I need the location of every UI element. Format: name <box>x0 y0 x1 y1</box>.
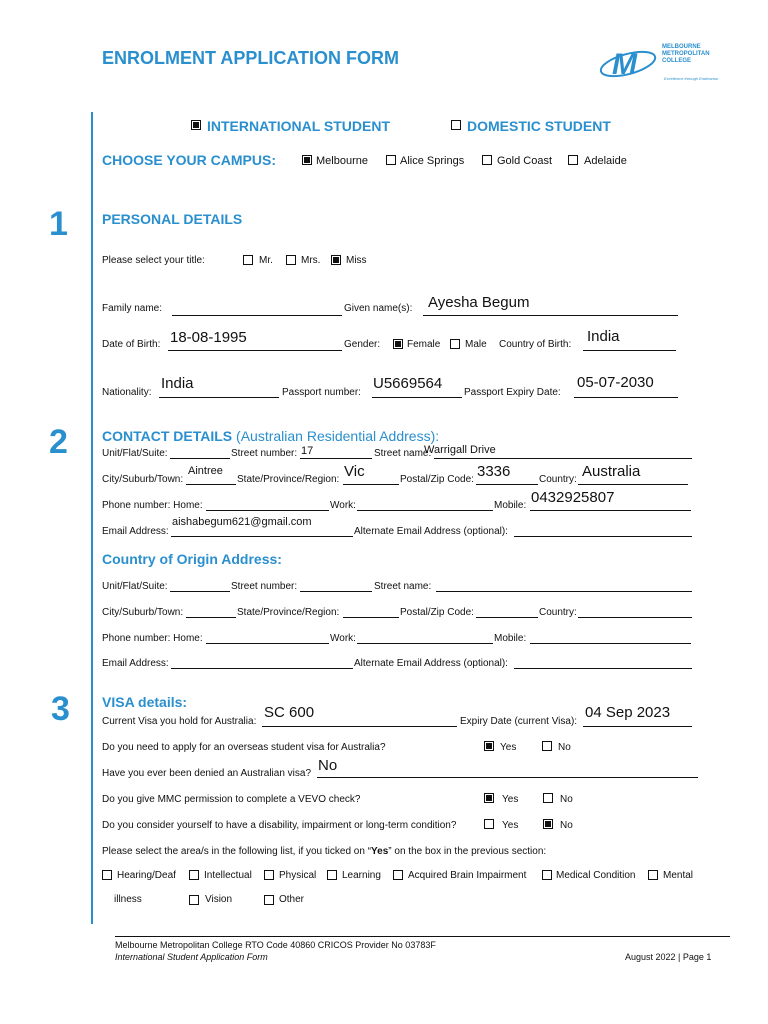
email-label: Email Address: <box>102 526 169 537</box>
visa-expiry-line <box>583 726 692 727</box>
current-visa-line <box>262 726 457 727</box>
college-logo <box>598 40 722 86</box>
street-number-label: Street number: <box>231 448 298 459</box>
origin-country-label: Country: <box>539 607 577 618</box>
nationality-value[interactable]: India <box>161 375 194 392</box>
email-value[interactable]: aishabegum621@gmail.com <box>172 516 312 528</box>
origin-country-line <box>578 617 692 618</box>
mobile-line <box>530 510 691 511</box>
dob-value[interactable]: 18-08-1995 <box>170 329 247 346</box>
campus-label: CHOOSE YOUR CAMPUS: <box>102 152 276 168</box>
area-intellectual-label: Intellectual <box>204 870 252 881</box>
state-label: State/Province/Region: <box>237 474 340 485</box>
svg-text:M: M <box>612 48 637 81</box>
area-brain-injury-checkbox[interactable] <box>393 870 403 880</box>
gender-female-checkbox[interactable] <box>393 339 403 349</box>
campus-adelaide-checkbox[interactable] <box>568 155 578 165</box>
footer-rto: Melbourne Metropolitan College RTO Code 40860 CRICOS Provider No 03783F <box>115 940 436 950</box>
origin-postal-line <box>476 617 538 618</box>
alt-email-line <box>514 536 692 537</box>
logo-line-3: COLLEGE <box>662 58 692 64</box>
area-physical-label: Physical <box>279 870 317 881</box>
logo-emblem-icon <box>598 40 660 86</box>
city-line <box>186 484 236 485</box>
area-mental-checkbox[interactable] <box>648 870 658 880</box>
current-visa-value[interactable]: SC 600 <box>264 704 315 721</box>
area-other-checkbox[interactable] <box>264 895 274 905</box>
given-name-value[interactable]: Ayesha Begum <box>428 294 530 311</box>
q4-text: Do you consider yourself to have a disability, impairment or long-term condition? <box>102 820 457 831</box>
origin-state-label: State/Province/Region: <box>237 607 340 618</box>
origin-unit-line <box>170 591 230 592</box>
area-mental-label: Mental <box>663 870 694 881</box>
unit-line <box>170 458 230 459</box>
gender-female-label: Female <box>407 339 441 350</box>
given-name-line <box>423 315 678 316</box>
passport-value[interactable]: U5669564 <box>373 375 443 392</box>
origin-phone-home-line <box>206 643 329 644</box>
title-mrs-checkbox[interactable] <box>286 255 296 265</box>
q3-no-label: No <box>560 794 573 805</box>
q4-no-label: No <box>560 820 573 831</box>
section-number-2: 2 <box>49 423 68 461</box>
domestic-student-label: DOMESTIC STUDENT <box>467 118 611 134</box>
origin-alt-email-line <box>514 668 692 669</box>
country-label: Country: <box>539 474 577 485</box>
campus-melbourne-label: Melbourne <box>316 155 368 167</box>
origin-work-line <box>357 643 493 644</box>
area-learning-checkbox[interactable] <box>327 870 337 880</box>
q2-answer[interactable]: No <box>318 757 338 774</box>
section-number-1: 1 <box>49 205 68 243</box>
work-label: Work: <box>330 500 356 511</box>
origin-city-line <box>186 617 236 618</box>
area-prompt-before: Please select the area/s in the following list, if you ticked on “ <box>102 846 372 857</box>
origin-unit-label: Unit/Flat/Suite: <box>102 581 168 592</box>
q4-yes-checkbox[interactable] <box>484 819 494 829</box>
country-birth-value[interactable]: India <box>587 328 620 345</box>
area-medical-checkbox[interactable] <box>542 870 552 880</box>
area-vision-checkbox[interactable] <box>189 895 199 905</box>
passport-line <box>372 397 462 398</box>
phone-home-label: Phone number: Home: <box>102 500 203 511</box>
origin-mobile-line <box>530 643 691 644</box>
origin-street-name-line <box>436 591 692 592</box>
campus-gold-coast-checkbox[interactable] <box>482 155 492 165</box>
visa-expiry-value[interactable]: 04 Sep 2023 <box>585 704 671 721</box>
gender-label: Gender: <box>344 339 381 350</box>
q1-no-checkbox[interactable] <box>542 741 552 751</box>
family-name-label: Family name: <box>102 303 163 314</box>
postal-value[interactable]: 3336 <box>477 463 511 480</box>
contact-details-title <box>102 428 439 444</box>
state-value[interactable]: Vic <box>344 463 365 480</box>
q3-yes-label: Yes <box>502 794 519 805</box>
area-prompt <box>102 846 546 857</box>
street-name-value[interactable]: Warrigall Drive <box>424 444 496 456</box>
origin-phone-home-label: Phone number: Home: <box>102 633 203 644</box>
logo-line-2: METROPOLITAN <box>662 51 710 57</box>
passport-expiry-label: Passport Expiry Date: <box>464 387 561 398</box>
area-medical-label: Medical Condition <box>556 870 636 881</box>
origin-street-name-label: Street name: <box>374 581 432 592</box>
area-physical-checkbox[interactable] <box>264 870 274 880</box>
area-other-label: Other <box>279 894 305 905</box>
campus-alice-springs-label: Alice Springs <box>400 155 465 167</box>
area-prompt-yes: Yes <box>371 846 389 857</box>
area-hearing-label: Hearing/Deaf <box>117 870 176 881</box>
street-number-line <box>300 458 372 459</box>
q1-yes-label: Yes <box>500 742 517 753</box>
q3-no-checkbox[interactable] <box>543 793 553 803</box>
mobile-value[interactable]: 0432925807 <box>531 489 615 506</box>
country-birth-line <box>583 350 676 351</box>
street-number-value[interactable]: 17 <box>301 445 314 457</box>
left-rule <box>91 112 93 924</box>
q1-yes-checkbox[interactable] <box>484 741 494 751</box>
area-learning-label: Learning <box>342 870 381 881</box>
title-mr-label: Mr. <box>259 255 273 266</box>
q4-no-checkbox[interactable] <box>543 819 553 829</box>
footer-divider <box>115 936 730 937</box>
country-line <box>578 484 688 485</box>
q1-text: Do you need to apply for an overseas student visa for Australia? <box>102 742 386 753</box>
unit-label: Unit/Flat/Suite: <box>102 448 168 459</box>
nationality-label: Nationality: <box>102 387 152 398</box>
passport-expiry-value[interactable]: 05-07-2030 <box>577 374 654 391</box>
state-line <box>343 484 399 485</box>
title-mrs-label: Mrs. <box>301 255 321 266</box>
origin-postal-label: Postal/Zip Code: <box>400 607 474 618</box>
work-line <box>357 510 493 511</box>
postal-line <box>476 484 538 485</box>
title-prompt: Please select your title: <box>102 255 205 266</box>
country-birth-label: Country of Birth: <box>499 339 572 350</box>
gender-male-label: Male <box>465 339 487 350</box>
origin-address-title: Country of Origin Address: <box>102 551 282 567</box>
current-visa-label: Current Visa you hold for Australia: <box>102 716 257 727</box>
origin-email-label: Email Address: <box>102 658 169 669</box>
phone-home-line <box>206 510 329 511</box>
street-name-line <box>434 458 692 459</box>
area-mental-illness-continuation: illness <box>114 894 142 905</box>
campus-gold-coast-label: Gold Coast <box>497 155 553 167</box>
area-hearing-checkbox[interactable] <box>102 870 112 880</box>
given-name-label: Given name(s): <box>344 303 413 314</box>
campus-melbourne-checkbox[interactable] <box>302 155 312 165</box>
origin-state-line <box>343 617 399 618</box>
dob-label: Date of Birth: <box>102 339 161 350</box>
origin-mobile-label: Mobile: <box>494 633 527 644</box>
street-name-label: Street name: <box>374 448 432 459</box>
personal-details-title: PERSONAL DETAILS <box>102 211 243 227</box>
gender-male-checkbox[interactable] <box>450 339 460 349</box>
international-student-checkbox[interactable] <box>191 120 201 130</box>
dob-line <box>168 350 342 351</box>
city-value[interactable]: Aintree <box>188 465 223 477</box>
origin-email-line <box>171 668 353 669</box>
area-prompt-after: ” on the box in the previous section: <box>388 846 547 857</box>
postal-label: Postal/Zip Code: <box>400 474 474 485</box>
section-number-3: 3 <box>51 690 70 728</box>
domestic-student-checkbox[interactable] <box>451 120 461 130</box>
q3-text: Do you give MMC permission to complete a VEVO check? <box>102 794 361 805</box>
form-title: ENROLMENT APPLICATION FORM <box>102 48 399 68</box>
country-value[interactable]: Australia <box>582 463 641 480</box>
visa-details-title: VISA details: <box>102 694 188 710</box>
contact-details-heading: CONTACT DETAILS <box>102 428 233 444</box>
q2-line <box>317 777 698 778</box>
mobile-label: Mobile: <box>494 500 527 511</box>
contact-details-subtitle: (Australian Residential Address): <box>236 428 440 444</box>
area-brain-injury-label: Acquired Brain Impairment <box>408 870 527 881</box>
q4-yes-label: Yes <box>502 820 519 831</box>
q2-text: Have you ever been denied an Australian visa? <box>102 768 312 779</box>
nationality-line <box>159 397 279 398</box>
origin-street-number-line <box>300 591 372 592</box>
passport-label: Passport number: <box>282 387 361 398</box>
alt-email-label: Alternate Email Address (optional): <box>354 526 508 537</box>
origin-street-number-label: Street number: <box>231 581 298 592</box>
q3-yes-checkbox[interactable] <box>484 793 494 803</box>
q1-no-label: No <box>558 742 571 753</box>
title-mr-checkbox[interactable] <box>243 255 253 265</box>
area-vision-label: Vision <box>205 894 233 905</box>
visa-expiry-label: Expiry Date (current Visa): <box>460 716 578 727</box>
family-name-line <box>172 315 342 316</box>
footer-page: August 2022 | Page 1 <box>625 952 712 962</box>
area-intellectual-checkbox[interactable] <box>189 870 199 880</box>
international-student-label: INTERNATIONAL STUDENT <box>207 118 391 134</box>
city-label: City/Suburb/Town: <box>102 474 184 485</box>
email-line <box>171 536 353 537</box>
logo-tagline: Excellence through Endeavour <box>664 76 719 81</box>
title-miss-checkbox[interactable] <box>331 255 341 265</box>
passport-expiry-line <box>574 397 678 398</box>
campus-alice-springs-checkbox[interactable] <box>386 155 396 165</box>
origin-city-label: City/Suburb/Town: <box>102 607 184 618</box>
origin-work-label: Work: <box>330 633 356 644</box>
title-miss-label: Miss <box>346 255 367 266</box>
origin-alt-email-label: Alternate Email Address (optional): <box>354 658 508 669</box>
footer-form-name: International Student Application Form <box>115 952 268 962</box>
campus-adelaide-label: Adelaide <box>584 155 627 167</box>
logo-line-1: MELBOURNE <box>662 44 701 50</box>
